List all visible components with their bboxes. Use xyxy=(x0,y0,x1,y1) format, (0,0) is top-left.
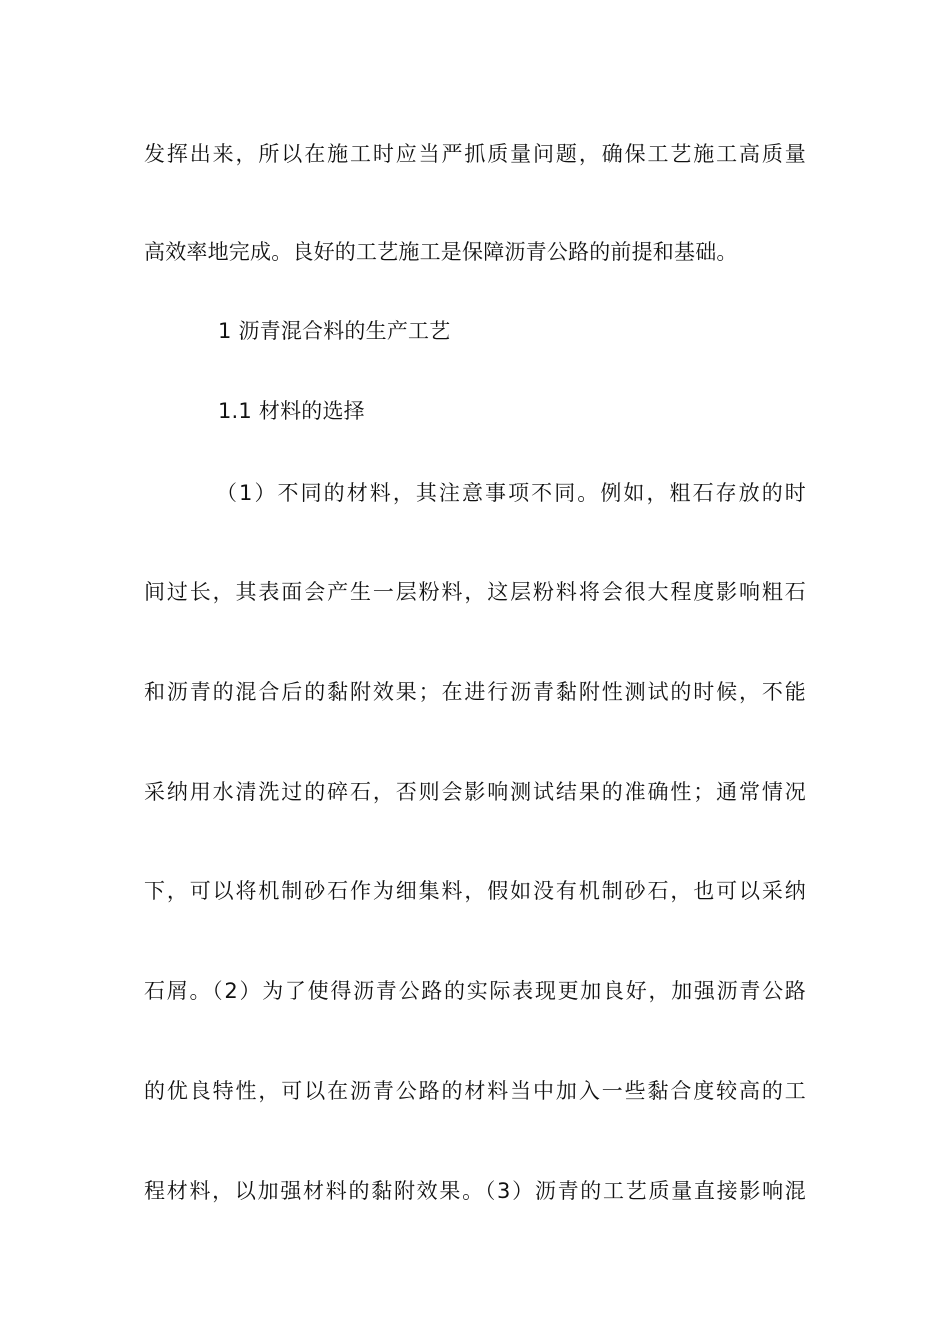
section-heading-1: 1 沥青混合料的生产工艺 xyxy=(218,319,451,343)
paragraph-line-2: 高效率地完成。良好的工艺施工是保障沥青公路的前提和基础。 xyxy=(144,240,738,264)
paragraph-line-1: 发挥出来，所以在施工时应当严抓质量问题，确保工艺施工高质量 xyxy=(144,142,806,166)
paragraph-line-8: 石屑。（2）为了使得沥青公路的实际表现更加良好，加强沥青公路 xyxy=(144,979,806,1003)
paragraph-line-9: 的优良特性，可以在沥青公路的材料当中加入一些黏合度较高的工 xyxy=(144,1079,806,1103)
paragraph-line-4: 间过长，其表面会产生一层粉料，这层粉料将会很大程度影响粗石 xyxy=(144,580,806,604)
paragraph-line-5: 和沥青的混合后的黏附效果；在进行沥青黏附性测试的时候，不能 xyxy=(144,680,806,704)
paragraph-line-10: 程材料，以加强材料的黏附效果。（3）沥青的工艺质量直接影响混 xyxy=(144,1179,806,1203)
paragraph-line-7: 下，可以将机制砂石作为细集料，假如没有机制砂石，也可以采纳 xyxy=(144,879,806,903)
section-heading-1-1: 1.1 材料的选择 xyxy=(218,399,365,423)
paragraph-line-6: 采纳用水清洗过的碎石，否则会影响测试结果的准确性；通常情况 xyxy=(144,780,806,804)
paragraph-line-3: （1）不同的材料，其注意事项不同。例如，粗石存放的时 xyxy=(216,481,806,505)
